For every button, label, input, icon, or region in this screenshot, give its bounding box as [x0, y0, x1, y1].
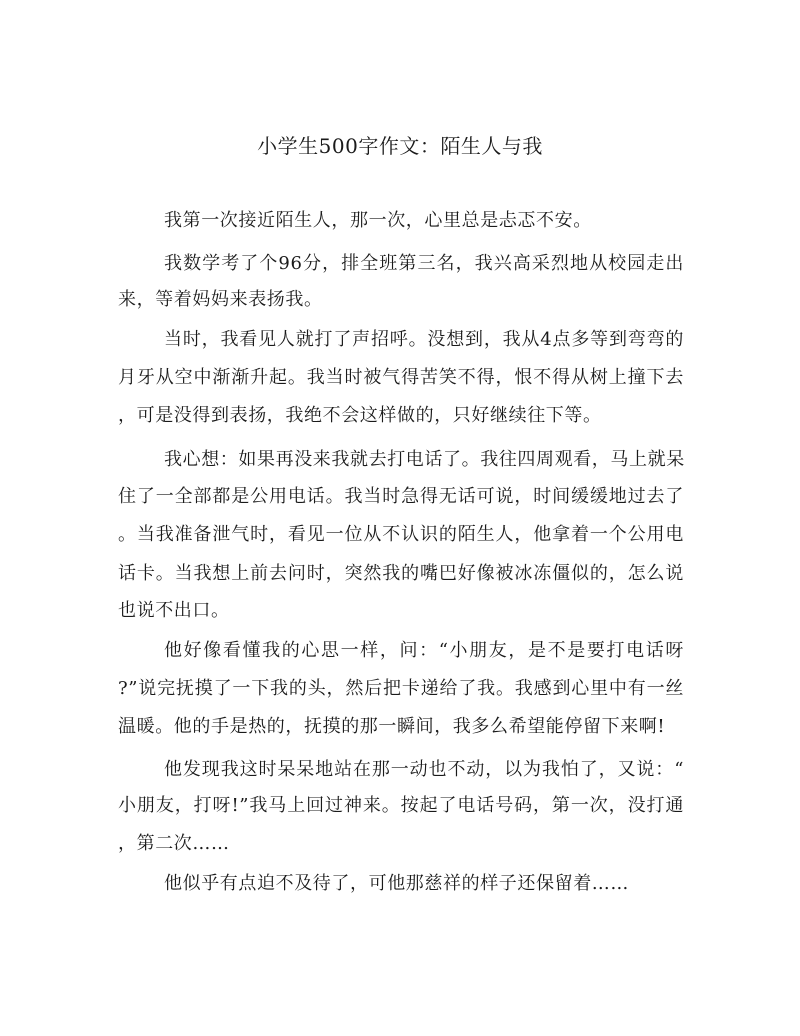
paragraph-6-line-2: 小朋友，打呀!”我马上回过神来。按起了电话号码，第一次，没打通 [118, 795, 684, 816]
paragraph-2-line-1: 我数学考了个96分，排全班第三名，我兴高采烈地从校园走出 [164, 253, 684, 274]
paragraph-5-line-3: 温暖。他的手是热的，抚摸的那一瞬间，我多么希望能停留下来啊! [118, 716, 666, 737]
paragraph-6-line-3: ，第二次…… [118, 833, 230, 854]
paragraph-5-line-2: ?”说完抚摸了一下我的头，然后把卡递给了我。我感到心里中有一丝 [118, 678, 684, 699]
paragraph-4-line-3: 。当我准备泄气时，看见一位从不认识的陌生人，他拿着一个公用电 [118, 524, 684, 545]
paragraph-6-line-1: 他发现我这时呆呆地站在那一动也不动，以为我怕了，又说：“ [164, 759, 684, 780]
paragraph-2-line-2: 来，等着妈妈来表扬我。 [118, 289, 323, 310]
paragraph-3-line-2: 月牙从空中渐渐升起。我当时被气得苦笑不得，恨不得从树上撞下去 [118, 367, 684, 388]
paragraph-3-line-1: 当时，我看见人就打了声招呼。没想到，我从4点多等到弯弯的 [164, 329, 684, 350]
paragraph-5-line-1: 他好像看懂我的心思一样，问：“小朋友，是不是要打电话呀 [164, 640, 684, 661]
paragraph-4-line-4: 话卡。当我想上前去问时，突然我的嘴巴好像被冰冻僵似的，怎么说 [118, 563, 684, 584]
paragraph-3-line-3: ，可是没得到表扬，我绝不会这样做的，只好继续往下等。 [118, 405, 602, 426]
paragraph-4-line-2: 住了一全部都是公用电话。我当时急得无话可说，时间缓缓地过去了 [118, 486, 684, 507]
paragraph-4-line-1: 我心想：如果再没来我就去打电话了。我往四周观看，马上就呆 [164, 449, 685, 470]
paragraph-7-line-1: 他似乎有点迫不及待了，可他那慈祥的样子还保留着…… [164, 873, 629, 894]
paragraph-1-line-1: 我第一次接近陌生人，那一次，心里总是忐忑不安。 [164, 210, 592, 231]
paragraph-4-line-5: 也说不出口。 [118, 600, 230, 621]
document-title: 小学生500字作文：陌生人与我 [257, 134, 543, 158]
